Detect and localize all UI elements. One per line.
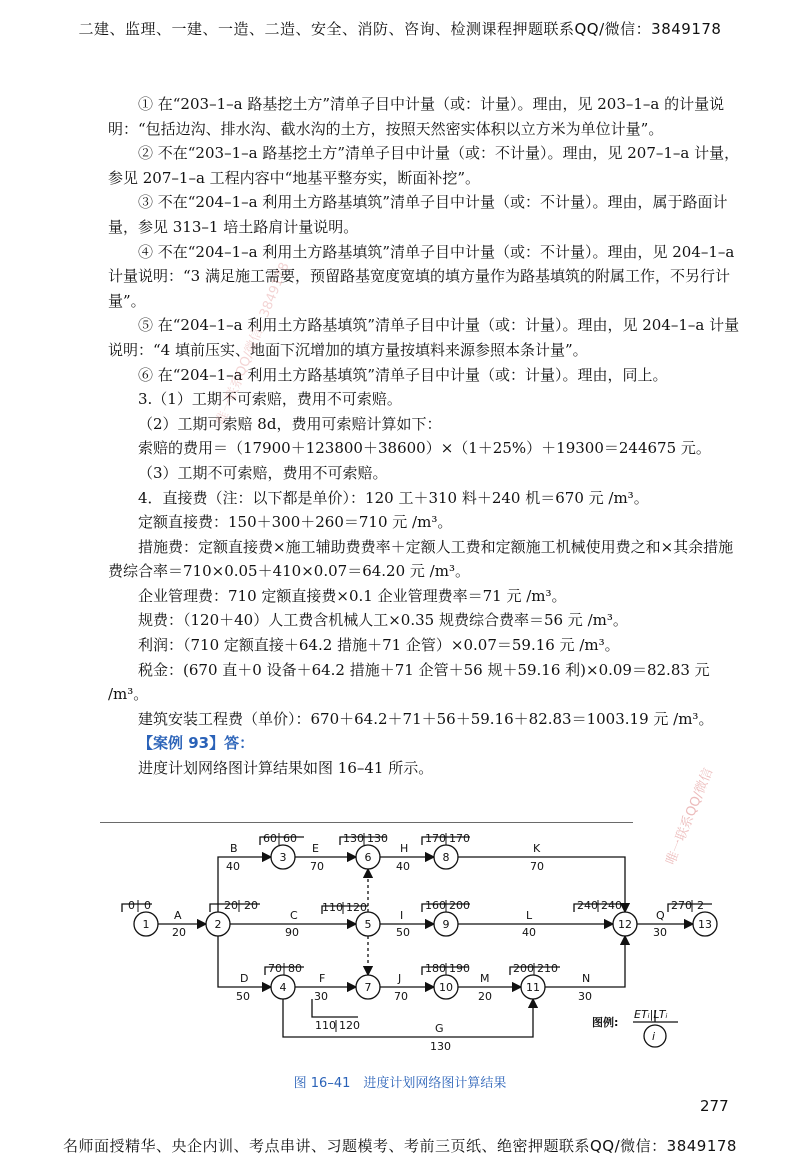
activity-duration: 30 <box>653 926 667 939</box>
activity-duration: 50 <box>236 990 250 1003</box>
text-line: 措施费：定额直接费×施工辅助费费率＋定额人工费和定额施工机械使用费之和×其余措施费综合率＝710×0.05＋410×0.07＝64.20 元 /m³。 <box>108 537 734 581</box>
answer-text <box>108 92 740 781</box>
activity-duration: 130 <box>430 1040 451 1053</box>
text-line: 企业管理费：710 定额直接费×0.1 企业管理费率＝71 元 /m³。 <box>138 586 567 605</box>
text-line: ④ 不在“204–1–a 利用土方路基填筑”清单子目中计量（或：不计量）。理由，见 204–1–a 计量说明：“3 满足施工需要，预留路基宽度宽填的填方量作为路基填筑的附属工作，不另行计量”。 <box>108 242 735 310</box>
activity-duration: 50 <box>396 926 410 939</box>
watermark: 唯一联系QQ/微信：3849178 <box>213 260 293 428</box>
node-label: 11 <box>526 981 540 994</box>
activity-name: D <box>240 972 249 985</box>
lt-value: 210 <box>537 962 558 975</box>
activity-duration: 70 <box>310 860 324 873</box>
page-footer: 名师面授精华、央企内训、考点串讲、习题模考、考前三页纸、绝密押题联系QQ/微信：3849178 <box>63 1137 737 1155</box>
et-value: 60 <box>263 832 277 845</box>
activity-name: G <box>435 1022 444 1035</box>
text-line: 建筑安装工程费（单价）：670＋64.2＋71＋56＋59.16＋82.83＝1003.19 元 /m³。 <box>138 709 714 728</box>
activity-duration: 40 <box>522 926 536 939</box>
node-label: 13 <box>698 918 712 931</box>
et-value: 270 <box>671 899 692 912</box>
activity-duration: 20 <box>478 990 492 1003</box>
et-value: 70 <box>268 962 282 975</box>
activity-name: C <box>290 909 298 922</box>
node-label: 4 <box>279 981 287 994</box>
lt-value: 20 <box>244 899 258 912</box>
lt-value: 130 <box>367 832 388 845</box>
text-line: 3.（1）工期不可索赔，费用不可索赔。 <box>138 390 402 409</box>
text-line: 定额直接费：150＋300＋260＝710 元 /m³。 <box>138 513 453 532</box>
lt-value: 170 <box>449 832 470 845</box>
et-value: 130 <box>343 832 364 845</box>
et-value: 160 <box>425 899 446 912</box>
node-label: 7 <box>364 981 372 994</box>
figure-caption: 图 16–41 进度计划网络图计算结果 <box>293 1076 507 1091</box>
activity-name: I <box>400 909 404 922</box>
activity-name: F <box>319 972 326 985</box>
et-value: 20 <box>224 899 238 912</box>
et-value: 170 <box>425 832 446 845</box>
lt-value: 120 <box>346 901 367 914</box>
lt-value: 80 <box>288 962 302 975</box>
activity-duration: 20 <box>172 926 186 939</box>
et-value: 180 <box>425 962 446 975</box>
text-line: ⑥ 在“204–1–a 利用土方路基填筑”清单子目中计量（或：计量）。理由，同上。 <box>138 365 668 384</box>
node-label: 10 <box>439 981 453 994</box>
activity-name: N <box>582 972 591 985</box>
activity-duration: 30 <box>314 990 328 1003</box>
node-label: 1 <box>142 918 150 931</box>
lt-value: 60 <box>283 832 297 845</box>
activity-name: L <box>526 909 533 922</box>
case-label: 【案例 93】答： <box>138 734 255 753</box>
activity-duration: 70 <box>394 990 408 1003</box>
activity-name: K <box>533 842 541 855</box>
lt-value: 0 <box>144 899 151 912</box>
node-label: 2 <box>214 918 222 931</box>
lt-value: 200 <box>449 899 470 912</box>
text-line: ② 不在“203–1–a 路基挖土方”清单子目中计量（或：不计量）。理由，见 207–1–a 计量，参见 207–1–a 工程内容中“地基平整夯实，断面补挖”。 <box>108 144 740 187</box>
watermark: 唯一联系QQ/微信 <box>663 766 717 868</box>
page-header: 二建、监理、一建、一造、二造、安全、消防、咨询、检测课程押题联系QQ/微信：3849178 <box>78 20 722 38</box>
lt-value: 240 <box>601 899 622 912</box>
activity-duration: 40 <box>226 860 240 873</box>
activity-name: E <box>312 842 319 855</box>
activity-duration: 90 <box>285 926 299 939</box>
et-value: 240 <box>577 899 598 912</box>
node-label: 9 <box>442 918 450 931</box>
lt-value: 2 <box>697 899 704 912</box>
text-line: （3）工期不可索赔，费用不可索赔。 <box>138 463 388 482</box>
text-line: 利润：（710 定额直接＋64.2 措施＋71 企管）×0.07＝59.16 元 /m³。 <box>138 636 620 655</box>
case-intro: 进度计划网络图计算结果如图 16–41 所示。 <box>138 759 434 778</box>
text-line: ⑤ 在“204–1–a 利用土方路基填筑”清单子目中计量（或：计量）。理由，见 204–1–a 计量说明：“4 填前压实、地面下沉增加的填方量按填料来源参照本条计量”。 <box>108 316 740 359</box>
text-line: ① 在“203–1–a 路基挖土方”清单子目中计量（或：计量）。理由，见 203–1–a 的计量说明：“包括边沟、排水沟、截水沟的土方，按照天然密实体积以立方米为单位计量”。 <box>108 95 725 138</box>
node-label: 12 <box>618 918 632 931</box>
page-number: 277 <box>700 1097 729 1115</box>
activity-duration: 70 <box>530 860 544 873</box>
node-label: 5 <box>364 918 372 931</box>
text-line: 税金：(670 直＋0 设备＋64.2 措施＋71 企管＋56 规＋59.16 利)×0.09＝82.83 元 /m³。 <box>108 660 710 704</box>
network-diagram <box>100 822 720 1072</box>
node-label: 8 <box>442 851 450 864</box>
lt-value: 120 <box>339 1019 360 1032</box>
activity-name: H <box>400 842 409 855</box>
activity-name: Q <box>656 909 665 922</box>
legend-label: 图例: <box>592 1016 619 1029</box>
et-value: 200 <box>513 962 534 975</box>
node-label: 3 <box>279 851 287 864</box>
legend-et-lt: ETᵢ|LTᵢ <box>634 1008 668 1021</box>
node-label: 6 <box>364 851 372 864</box>
text-line: （2）工期可索赔 8d，费用可索赔计算如下： <box>138 414 442 433</box>
activity-duration: 30 <box>578 990 592 1003</box>
lt-value: 190 <box>449 962 470 975</box>
text-line: 4．直接费（注：以下都是单价）：120 工＋310 料＋240 机＝670 元 /m³。 <box>138 488 649 507</box>
text-line: 规费：（120＋40）人工费含机械人工×0.35 规费综合费率＝56 元 /m³。 <box>138 611 628 630</box>
legend-node: i <box>652 1030 656 1043</box>
activity-duration: 40 <box>396 860 410 873</box>
et-value: 0 <box>128 899 135 912</box>
et-value: 110 <box>315 1019 336 1032</box>
text-line: ③ 不在“204–1–a 利用土方路基填筑”清单子目中计量（或：不计量）。理由，属于路面计量，参见 313–1 培土路肩计量说明。 <box>108 193 728 236</box>
et-value: 110 <box>322 901 343 914</box>
activity-name: M <box>480 972 490 985</box>
text-line: 索赔的费用＝（17900＋123800＋38600）×（1＋25%）＋19300＝244675 元。 <box>138 439 711 458</box>
activity-name: J <box>398 972 402 985</box>
activity-name: B <box>230 842 238 855</box>
activity-name: A <box>174 909 182 922</box>
